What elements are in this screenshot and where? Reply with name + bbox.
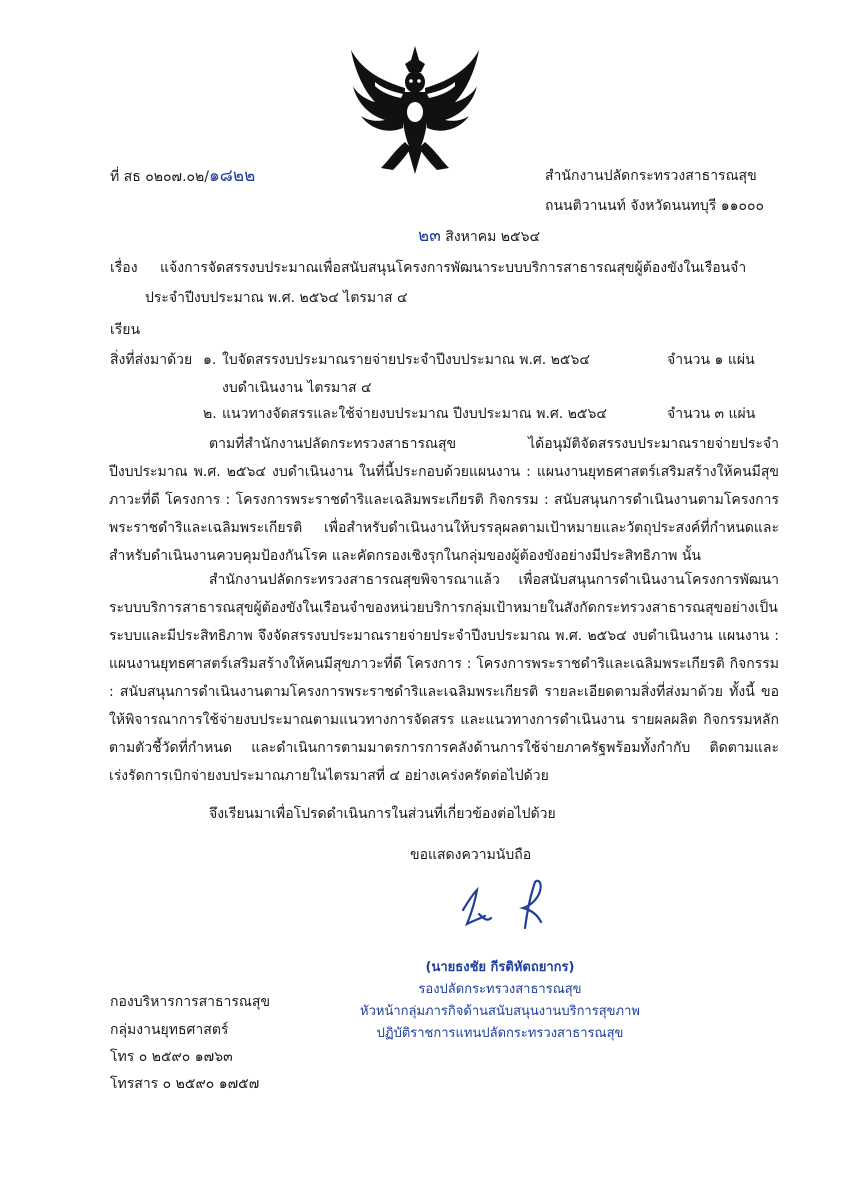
subject-line-1: แจ้งการจัดสรรงบประมาณเพื่อสนับสนุนโครงการพัฒนาระบบบริการสาธารณสุขผู้ต้องขังในเรือนจำ — [160, 260, 747, 276]
signatory-title-2: หัวหน้ากลุ่มภารกิจด้านสนับสนุนงานบริการสุขภาพ — [360, 1004, 640, 1019]
enclosure-2-quantity: จำนวน ๓ แผ่น — [667, 406, 756, 422]
enclosure-1-text-continued: งบดำเนินงาน ไตรมาส ๔ — [222, 380, 372, 396]
enclosure-1-quantity: จำนวน ๑ แผ่น — [667, 352, 755, 368]
handwritten-signature — [455, 870, 565, 940]
enclosure-1-number: ๑. — [203, 352, 217, 368]
subject-line-2: ประจำปีงบประมาณ พ.ศ. ๒๕๖๔ ไตรมาส ๔ — [145, 290, 408, 306]
enclosure-2-number: ๒. — [203, 406, 217, 422]
footer-unit: กลุ่มงานยุทธศาสตร์ — [110, 1022, 229, 1038]
subject-label: เรื่อง — [110, 260, 138, 276]
letter-date — [418, 226, 540, 247]
signatory-name: (นายธงชัย กีรติหัตถยากร) — [425, 960, 575, 975]
closing-phrase: ขอแสดงความนับถือ — [410, 847, 532, 863]
enclosure-1-text: ใบจัดสรรงบประมาณรายจ่ายประจำปีงบประมาณ พ.ศ. ๒๕๖๔ — [222, 352, 591, 368]
signatory-title-3: ปฏิบัติราชการแทนปลัดกระทรวงสาธารณสุข — [376, 1026, 624, 1041]
footer-telephone: โทร ๐ ๒๕๙๐ ๑๗๖๓ — [110, 1049, 233, 1065]
footer-department: กองบริหารการสาธารณสุข — [110, 994, 271, 1010]
enclosure-2-text: แนวทางจัดสรรและใช้จ่ายงบประมาณ ปีงบประมาณ พ.ศ. ๒๕๖๔ — [222, 406, 607, 422]
garuda-emblem — [345, 42, 485, 177]
enclosure-label: สิ่งที่ส่งมาด้วย — [110, 352, 193, 368]
signatory-block — [330, 957, 670, 1045]
body-paragraph-3: จึงเรียนมาเพื่อโปรดดำเนินการในส่วนที่เกี่ยวข้องต่อไปด้วย — [209, 806, 556, 822]
date-day-handwritten: ๒๓ — [418, 226, 441, 246]
office-address: ถนนติวานนท์ จังหวัดนนทบุรี ๑๑๐๐๐ — [545, 198, 765, 214]
body-paragraph-2: สำนักงานปลัดกระทรวงสาธารณสุขพิจารณาแล้ว เพื่อสนับสนุนการดำเนินงานโครงการพัฒนาระบบบริการสาธารณสุขผู้ต้องขังในเรือนจำของหน่วยบริการกลุ่มเป้าหมายในสังกัดกระทรวงสาธารณสุขอย่างเป็นระบบและมีประสิทธิภาพ จึงจัดสรรงบประมาณรายจ่ายประจำปีงบประมาณ พ.ศ. ๒๕๖๔ งบดำเนินงาน แผนงาน : แผนงานยุทธศาสตร์เสริมสร้างให้คนมีสุขภาวะที่ดี โครงการ : โครงการพระราชดำริและเฉลิมพระเกียรติ กิจกรรม : สนับสนุนการดำเนินงานตามโครงการพระราชดำริและเฉลิมพระเกียรติ รายละเอียดตามสิ่งที่ส่งมาด้วย ทั้งนี้ ขอให้พิจารณาการใช้จ่ายงบประมาณตามแนวทางการจัดสรร และแนวทางการดำเนินงาน รายผลผลิต กิจกรรมหลัก ตามตัวชี้วัดที่กำหนด และดำเนินการตามมาตรการการคลังด้านการใช้จ่ายภาครัฐพร้อมทั้งกำกับ ติดตามและเร่งรัดการเบิกจ่ายงบประมาณภายในไตรมาสที่ ๔ อย่างเคร่งครัดต่อไปด้วย — [109, 572, 779, 784]
signatory-title-1: รองปลัดกระทรวงสาธารณสุข — [418, 982, 582, 997]
footer-fax: โทรสาร ๐ ๒๕๙๐ ๑๗๕๗ — [110, 1076, 260, 1092]
date-month-year: สิงหาคม ๒๕๖๔ — [445, 229, 541, 245]
salutation: เรียน — [110, 322, 141, 338]
reference-prefix: ที่ สธ ๐๒๐๗.๐๒/ — [110, 169, 210, 185]
body-paragraph-1: ตามที่สำนักงานปลัดกระทรวงสาธารณสุข ได้อนุมัติจัดสรรงบประมาณรายจ่ายประจำปีงบประมาณ พ.ศ. ๒๕๖๔ งบดำเนินงาน ในที่นี้ประกอบด้วยแผนงาน : แผนงานยุทธศาสตร์เสริมสร้างให้คนมีสุขภาวะที่ดี โครงการ : โครงการพระราชดำริและเฉลิมพระเกียรติ กิจกรรม : สนับสนุนการดำเนินงานตามโครงการพระราชดำริและเฉลิมพระเกียรติ เพื่อสำหรับดำเนินงานให้บรรลุผลตามเป้าหมายและวัตถุประสงค์ที่กำหนดและสำหรับดำเนินงานควบคุมป้องกันโรค และคัดกรองเชิงรุกในกลุ่มของผู้ต้องขังอย่างมีประสิทธิภาพ นั้น — [109, 436, 779, 564]
reference-handwritten: ๑๘๒๒ — [209, 166, 256, 186]
office-name: สำนักงานปลัดกระทรวงสาธารณสุข — [545, 168, 757, 184]
reference-number — [110, 166, 255, 187]
